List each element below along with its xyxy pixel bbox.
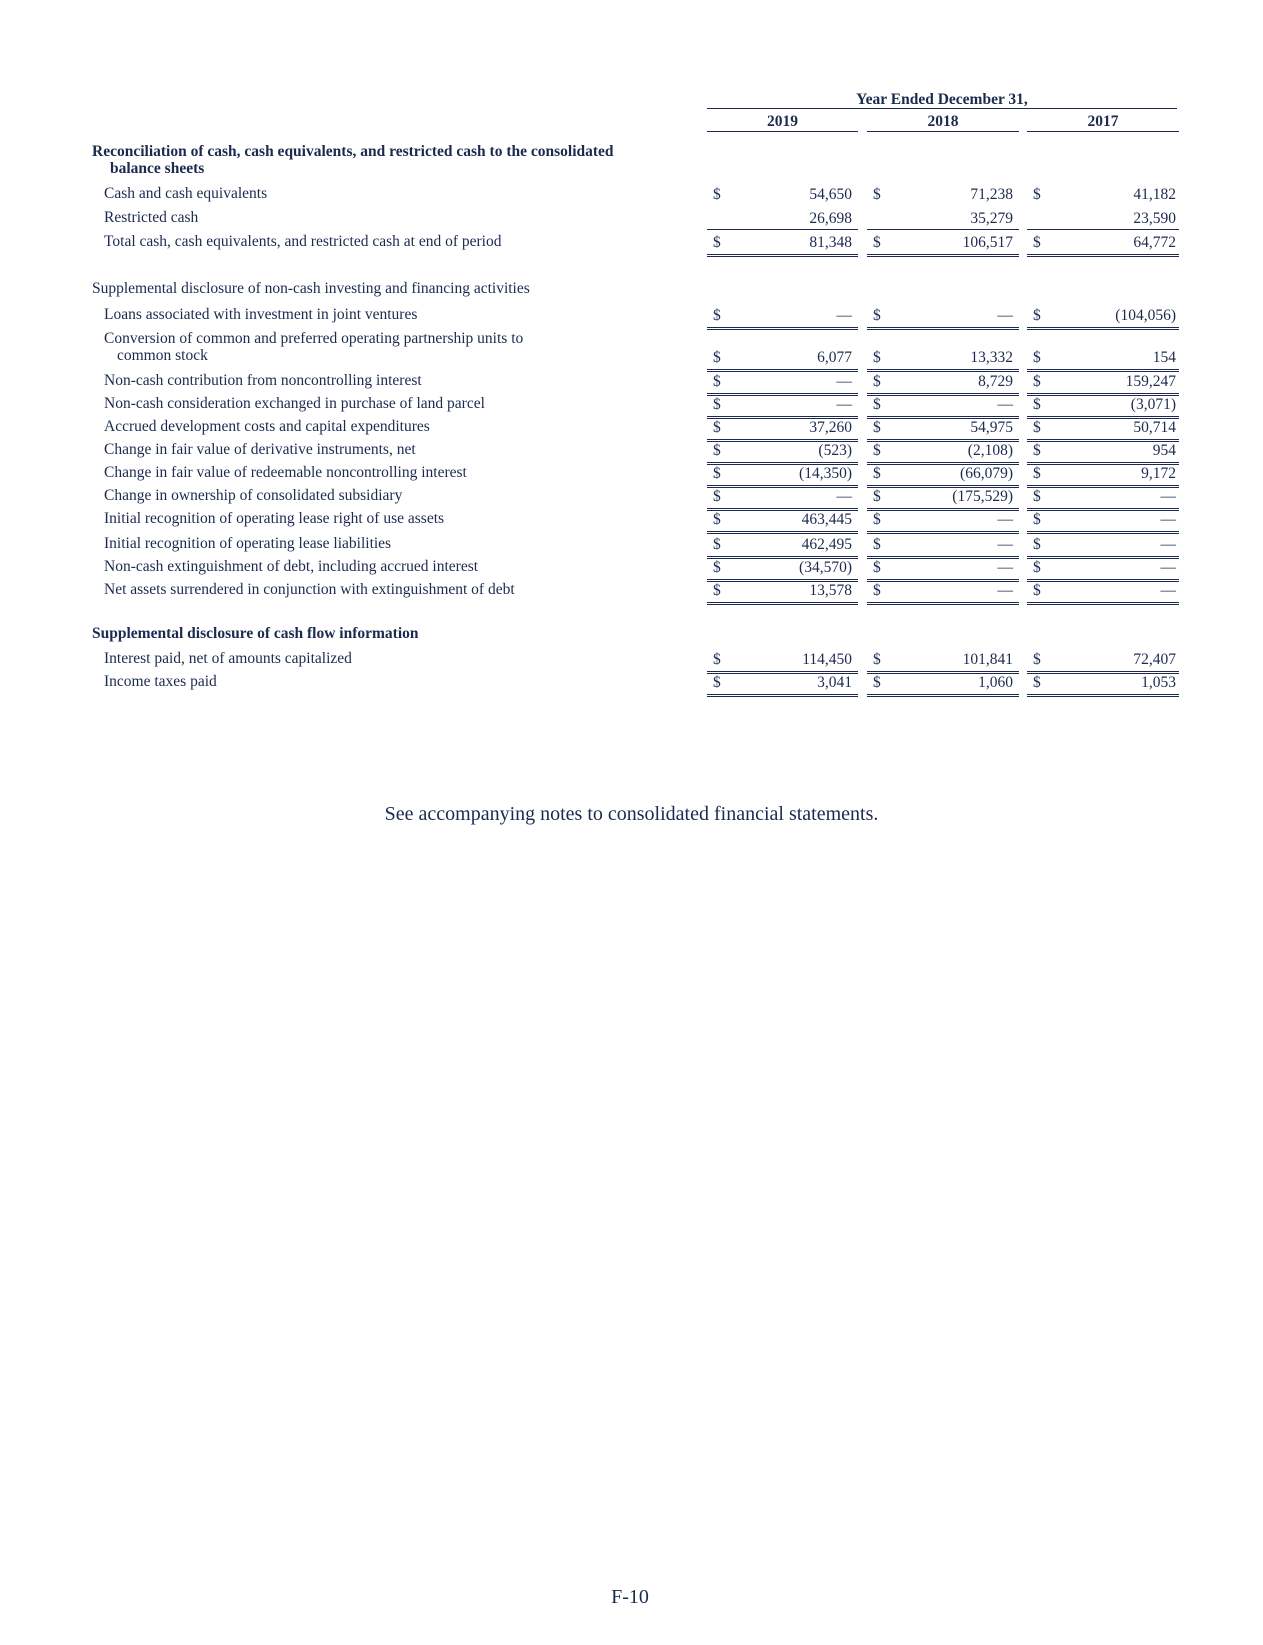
value-2019: 37,260 [809,419,852,436]
year-rule [707,131,858,132]
table-row [0,535,1263,557]
currency-symbol: $ [873,511,881,528]
currency-symbol: $ [1033,186,1041,203]
currency-symbol: $ [873,582,881,599]
table-row [0,487,1263,509]
year-rule [1027,131,1179,132]
value-2019: 6,077 [817,349,852,366]
currency-symbol: $ [1033,442,1041,459]
value-2017: (104,056) [1115,307,1176,324]
row-label: Change in fair value of redeemable noncontrolling interest [104,464,467,481]
value-2017: 154 [1152,349,1176,366]
year-rule [867,131,1019,132]
value-2017: 72,407 [1133,651,1176,668]
currency-symbol: $ [1033,674,1041,691]
row-label: Net assets surrendered in conjunction with extinguishment of debt [104,581,515,598]
value-2018: — [997,307,1013,324]
value-2018: 106,517 [962,234,1013,251]
value-2019: (34,570) [799,559,852,576]
year-2017-header: 2017 [1087,113,1119,130]
currency-symbol: $ [1033,465,1041,482]
currency-symbol: $ [1033,373,1041,390]
currency-symbol: $ [713,511,721,528]
currency-symbol: $ [873,307,881,324]
table-row [0,372,1263,394]
currency-symbol: $ [713,582,721,599]
currency-symbol: $ [713,651,721,668]
row-label-cont: common stock [117,347,208,364]
value-2019: 462,495 [801,536,852,553]
row-label: Income taxes paid [104,673,217,690]
currency-symbol: $ [873,465,881,482]
currency-symbol: $ [873,419,881,436]
row-label: Non-cash contribution from noncontrolling interest [104,372,422,389]
value-2017: (3,071) [1130,396,1176,413]
header-rule [707,108,1177,109]
value-2017: 64,772 [1133,234,1176,251]
page-number: F-10 [611,1586,649,1608]
value-2017: 41,182 [1133,186,1176,203]
table-row [0,185,1263,207]
period-header: Year Ended December 31, [856,91,1028,108]
value-2019: — [836,307,852,324]
table-row [0,581,1263,603]
section-title-noncash: Supplemental disclosure of non-cash investing and financing activities [92,280,530,297]
currency-symbol: $ [713,536,721,553]
row-label: Non-cash extinguishment of debt, including accrued interest [104,558,479,575]
table-row [0,441,1263,463]
currency-symbol: $ [1033,559,1041,576]
value-2017: — [1160,511,1176,528]
currency-symbol: $ [1033,349,1041,366]
currency-symbol: $ [873,651,881,668]
row-label: Initial recognition of operating lease right of use assets [104,510,445,527]
row-label: Change in ownership of consolidated subsidiary [104,487,403,504]
value-2018: — [997,582,1013,599]
row-label: Loans associated with investment in joint ventures [104,306,418,323]
table-row [0,418,1263,440]
currency-symbol: $ [713,234,721,251]
value-2017: — [1160,488,1176,505]
row-label: Non-cash consideration exchanged in purchase of land parcel [104,395,485,412]
value-2019: — [836,488,852,505]
table-row [0,673,1263,695]
value-2017: 9,172 [1141,465,1176,482]
value-2017: — [1160,582,1176,599]
table-row [0,209,1263,231]
table-row [0,306,1263,328]
currency-symbol: $ [873,674,881,691]
row-label: Total cash, cash equivalents, and restricted cash at end of period [104,233,502,250]
value-2018: — [997,511,1013,528]
currency-symbol: $ [873,373,881,390]
value-2018: (66,079) [960,465,1013,482]
row-label: Cash and cash equivalents [104,185,268,202]
currency-symbol: $ [873,442,881,459]
value-2019: 54,650 [809,186,852,203]
value-2018: — [997,559,1013,576]
currency-symbol: $ [713,396,721,413]
currency-symbol: $ [1033,307,1041,324]
value-2017: 23,590 [1133,210,1176,227]
year-2018-header: 2018 [927,113,959,130]
value-2017: 159,247 [1125,373,1176,390]
value-2018: 13,332 [970,349,1013,366]
row-label: Initial recognition of operating lease liabilities [104,535,392,552]
value-2018: 1,060 [978,674,1013,691]
value-2017: — [1160,536,1176,553]
currency-symbol: $ [873,559,881,576]
value-2018: (2,108) [967,442,1013,459]
value-2019: 3,041 [817,674,852,691]
currency-symbol: $ [1033,234,1041,251]
value-2019: 114,450 [802,651,852,668]
value-2019: — [836,396,852,413]
table-row [0,510,1263,532]
currency-symbol: $ [713,307,721,324]
currency-symbol: $ [1033,488,1041,505]
currency-symbol: $ [1033,511,1041,528]
value-2017: 954 [1152,442,1176,459]
currency-symbol: $ [873,488,881,505]
value-2019: (523) [818,442,852,459]
value-2019: — [836,373,852,390]
table-row [0,558,1263,580]
value-2018: 8,729 [978,373,1013,390]
currency-symbol: $ [873,234,881,251]
table-row [0,464,1263,486]
currency-symbol: $ [713,559,721,576]
value-2019: 463,445 [801,511,852,528]
currency-symbol: $ [1033,582,1041,599]
value-2017: 1,053 [1141,674,1176,691]
table-row [0,233,1263,255]
footer-note: See accompanying notes to consolidated financial statements. [384,803,879,825]
value-2018: 35,279 [970,210,1013,227]
value-2018: 101,841 [962,651,1013,668]
value-2018: (175,529) [952,488,1013,505]
currency-symbol: $ [873,536,881,553]
currency-symbol: $ [713,442,721,459]
value-2019: 81,348 [809,234,852,251]
value-2018: 71,238 [970,186,1013,203]
currency-symbol: $ [713,488,721,505]
table-row [0,348,1263,370]
section-title-reconciliation-cont: balance sheets [110,160,205,177]
value-2018: 54,975 [970,419,1013,436]
row-label: Restricted cash [104,209,199,226]
currency-symbol: $ [713,373,721,390]
currency-symbol: $ [1033,651,1041,668]
table-row [0,395,1263,417]
value-2019: 26,698 [809,210,852,227]
row-label: Accrued development costs and capital expenditures [104,418,430,435]
value-2019: (14,350) [799,465,852,482]
year-2019-header: 2019 [767,113,798,130]
row-label: Change in fair value of derivative instruments, net [104,441,416,458]
row-label: Conversion of common and preferred operating partnership units to [104,330,524,347]
currency-symbol: $ [713,186,721,203]
section-title-reconciliation: Reconciliation of cash, cash equivalents, and restricted cash to the consolidated [92,143,614,160]
currency-symbol: $ [1033,419,1041,436]
value-2019: 13,578 [809,582,852,599]
row-label: Interest paid, net of amounts capitalized [104,650,352,667]
currency-symbol: $ [713,349,721,366]
currency-symbol: $ [713,465,721,482]
section-title-cashflow: Supplemental disclosure of cash flow information [92,625,419,642]
value-2017: 50,714 [1133,419,1176,436]
currency-symbol: $ [873,349,881,366]
currency-symbol: $ [1033,396,1041,413]
currency-symbol: $ [713,419,721,436]
value-2018: — [997,536,1013,553]
value-2018: — [997,396,1013,413]
currency-symbol: $ [873,396,881,413]
table-row [0,650,1263,672]
currency-symbol: $ [1033,536,1041,553]
currency-symbol: $ [713,674,721,691]
currency-symbol: $ [873,186,881,203]
value-2017: — [1160,559,1176,576]
